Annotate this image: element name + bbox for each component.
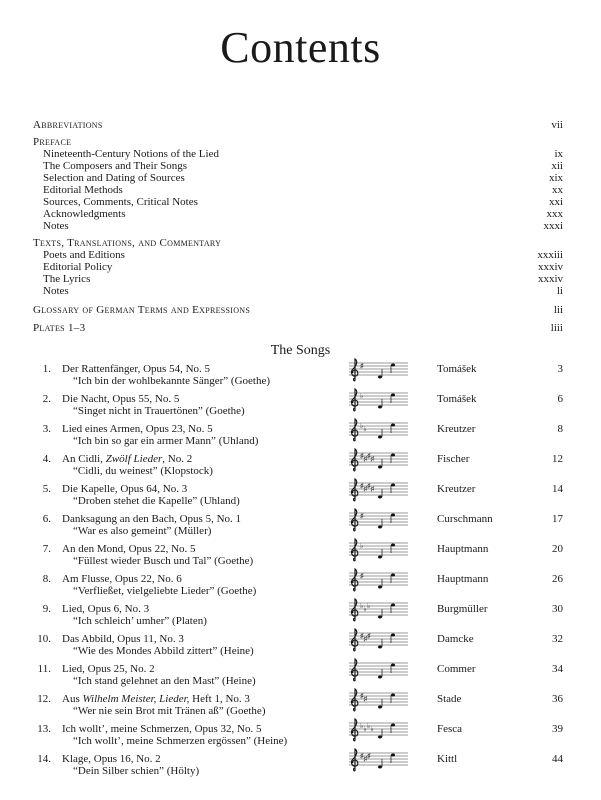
song-subtitle: “Verfließet, vielgeliebte Lieder” (Goethe) bbox=[73, 585, 257, 597]
toc-section-heading[interactable] bbox=[33, 237, 563, 249]
song-page: 17 bbox=[552, 513, 563, 525]
svg-text:♭: ♭ bbox=[363, 425, 367, 433]
song-title: An den Mond, Opus 22, No. 5 bbox=[62, 543, 196, 555]
song-incipit bbox=[348, 387, 410, 416]
music-incipit-icon bbox=[348, 417, 410, 443]
toc-section bbox=[33, 304, 563, 316]
toc-section-heading[interactable] bbox=[33, 304, 563, 316]
music-incipit-icon bbox=[348, 657, 410, 683]
toc-entry-label: Glossary of German Terms and Expressions bbox=[33, 304, 251, 316]
song-page: 26 bbox=[552, 573, 563, 585]
song-page: 14 bbox=[552, 483, 563, 495]
toc-section-heading[interactable] bbox=[33, 119, 563, 131]
song-incipit bbox=[348, 477, 410, 506]
toc-section bbox=[33, 136, 563, 232]
song-number: 9. bbox=[42, 603, 51, 615]
svg-text:♭: ♭ bbox=[363, 605, 367, 613]
song-page: 12 bbox=[552, 453, 563, 465]
song-subtitle: “Cidli, du weinest” (Klopstock) bbox=[73, 465, 213, 477]
song-page: 6 bbox=[557, 393, 563, 405]
song-title: Lied, Opus 6, No. 3 bbox=[62, 603, 150, 615]
song-entry[interactable] bbox=[0, 513, 601, 543]
toc-entry-page: xxxi bbox=[543, 220, 563, 232]
song-title: Das Abbild, Opus 11, No. 3 bbox=[62, 633, 184, 645]
song-entry[interactable] bbox=[0, 423, 601, 453]
song-number: 10. bbox=[37, 633, 51, 645]
song-page: 30 bbox=[552, 603, 563, 615]
page-title: Contents bbox=[220, 23, 381, 72]
song-title: Lied, Opus 25, No. 2 bbox=[62, 663, 155, 675]
song-subtitle: “Ich bin so gar ein armer Mann” (Uhland) bbox=[73, 435, 259, 447]
song-title-italic: Wilhelm Meister, Lieder, bbox=[82, 693, 190, 705]
song-composer: Fischer bbox=[437, 453, 470, 465]
svg-text:♯: ♯ bbox=[363, 455, 367, 463]
music-incipit-icon bbox=[348, 567, 410, 593]
song-page: 8 bbox=[557, 423, 563, 435]
music-incipit-icon bbox=[348, 627, 410, 653]
toc-entry-label: Editorial Methods bbox=[43, 184, 123, 196]
song-composer: Tomášek bbox=[437, 363, 477, 375]
song-page: 44 bbox=[552, 753, 563, 765]
music-incipit-icon bbox=[348, 507, 410, 533]
toc-entry-label: Nineteenth-Century Notions of the Lied bbox=[43, 148, 219, 160]
song-subtitle: “Ich schleich’ umher” (Platen) bbox=[73, 615, 207, 627]
song-number: 8. bbox=[42, 573, 51, 585]
song-title: Die Kapelle, Opus 64, No. 3 bbox=[62, 483, 188, 495]
song-number: 5. bbox=[42, 483, 51, 495]
song-incipit bbox=[348, 417, 410, 446]
svg-text:♯: ♯ bbox=[360, 752, 364, 760]
song-subtitle: “Ich wollt’, meine Schmerzen ergössen” (Heine) bbox=[73, 735, 288, 747]
song-title: Der Rattenfänger, Opus 54, No. 5 bbox=[62, 363, 211, 375]
toc-entry-page: xxxiv bbox=[537, 261, 563, 273]
song-page: 34 bbox=[552, 663, 563, 675]
svg-text:♯: ♯ bbox=[360, 482, 364, 490]
song-title: An Cidli, Zwölf Lieder, No. 2 bbox=[62, 453, 193, 465]
song-number: 14. bbox=[37, 753, 51, 765]
song-subtitle: “Ich bin der wohlbekannte Sänger” (Goethe) bbox=[73, 375, 271, 387]
toc-entry-label: Texts, Translations, and Commentary bbox=[33, 237, 222, 249]
toc-entry-page: xxx bbox=[546, 208, 563, 220]
toc-entry-label: Poets and Editions bbox=[43, 249, 125, 261]
song-incipit bbox=[348, 717, 410, 746]
toc-entry-label: Plates 1–3 bbox=[33, 322, 86, 334]
svg-text:♭: ♭ bbox=[367, 602, 371, 610]
svg-text:♭: ♭ bbox=[360, 722, 364, 730]
toc-entry-page: xx bbox=[552, 184, 563, 196]
svg-text:♯: ♯ bbox=[363, 755, 367, 763]
toc-entry-label: Preface bbox=[33, 136, 72, 148]
svg-text:♭: ♭ bbox=[360, 392, 364, 400]
svg-text:♭: ♭ bbox=[360, 422, 364, 430]
song-entry[interactable] bbox=[0, 453, 601, 483]
toc-entry[interactable] bbox=[33, 273, 563, 285]
song-subtitle: “Droben stehet die Kapelle” (Uhland) bbox=[73, 495, 240, 507]
toc-entry-label: Sources, Comments, Critical Notes bbox=[43, 196, 198, 208]
song-number: 4. bbox=[42, 453, 51, 465]
toc-section-heading[interactable] bbox=[33, 136, 563, 148]
song-subtitle: “Singet nicht in Trauertönen” (Goethe) bbox=[73, 405, 245, 417]
song-entry[interactable] bbox=[0, 363, 601, 393]
svg-text:♭: ♭ bbox=[360, 602, 364, 610]
toc-entry[interactable] bbox=[33, 196, 563, 208]
song-number: 7. bbox=[42, 543, 51, 555]
song-composer: Damcke bbox=[437, 633, 474, 645]
svg-text:♯: ♯ bbox=[367, 482, 371, 490]
toc-entry-page: lii bbox=[553, 304, 563, 316]
song-number: 12. bbox=[37, 693, 51, 705]
song-page: 3 bbox=[557, 363, 563, 375]
song-composer: Kittl bbox=[437, 753, 458, 765]
svg-text:♯: ♯ bbox=[370, 485, 374, 493]
song-number: 11. bbox=[37, 663, 51, 675]
toc-entry-page: liii bbox=[550, 322, 563, 334]
svg-text:♯: ♯ bbox=[360, 512, 364, 520]
svg-text:♯: ♯ bbox=[367, 752, 371, 760]
music-incipit-icon bbox=[348, 747, 410, 773]
song-subtitle: “Ich stand gelehnet an den Mast” (Heine) bbox=[73, 675, 256, 687]
song-entry[interactable] bbox=[0, 633, 601, 663]
toc-entry[interactable] bbox=[33, 172, 563, 184]
song-composer: Hauptmann bbox=[437, 543, 489, 555]
song-composer: Curschmann bbox=[437, 513, 493, 525]
song-composer: Commer bbox=[437, 663, 476, 675]
svg-text:♯: ♯ bbox=[370, 455, 374, 463]
song-entry[interactable] bbox=[0, 753, 601, 783]
toc-entry[interactable] bbox=[33, 148, 563, 160]
svg-text:♭: ♭ bbox=[360, 542, 364, 550]
song-title: Aus Wilhelm Meister, Lieder, Heft 1, No. 3 bbox=[62, 693, 250, 705]
toc-entry-page: li bbox=[556, 285, 563, 297]
song-number: 2. bbox=[42, 393, 51, 405]
song-entry[interactable] bbox=[0, 543, 601, 573]
song-subtitle: “War es also gemeint” (Müller) bbox=[73, 525, 212, 537]
toc-entry[interactable] bbox=[33, 220, 563, 232]
toc-entry-page: vii bbox=[551, 119, 563, 131]
song-incipit bbox=[348, 747, 410, 776]
song-incipit bbox=[348, 537, 410, 566]
song-composer: Burgmüller bbox=[437, 603, 488, 615]
song-composer: Tomášek bbox=[437, 393, 477, 405]
svg-text:♯: ♯ bbox=[360, 362, 364, 370]
svg-text:♯: ♯ bbox=[360, 632, 364, 640]
svg-text:♯: ♯ bbox=[367, 452, 371, 460]
song-subtitle: “Dein Silber schien” (Hölty) bbox=[73, 765, 200, 777]
toc-entry[interactable] bbox=[33, 184, 563, 196]
music-incipit-icon bbox=[348, 357, 410, 383]
song-page: 20 bbox=[552, 543, 563, 555]
svg-text:♯: ♯ bbox=[360, 452, 364, 460]
song-title: Die Nacht, Opus 55, No. 5 bbox=[62, 393, 180, 405]
song-subtitle: “Wie des Mondes Abbild zittert” (Heine) bbox=[73, 645, 254, 657]
song-entry[interactable] bbox=[0, 393, 601, 423]
song-entry[interactable] bbox=[0, 573, 601, 603]
music-incipit-icon bbox=[348, 537, 410, 563]
music-incipit-icon bbox=[348, 477, 410, 503]
song-page: 39 bbox=[552, 723, 563, 735]
song-title: Lied eines Armen, Opus 23, No. 5 bbox=[62, 423, 213, 435]
toc-entry-label: Selection and Dating of Sources bbox=[43, 172, 185, 184]
music-incipit-icon bbox=[348, 597, 410, 623]
song-number: 3. bbox=[42, 423, 51, 435]
song-subtitle: “Wer nie sein Brot mit Tränen aß” (Goethe) bbox=[73, 705, 266, 717]
song-title: Danksagung an den Bach, Opus 5, No. 1 bbox=[62, 513, 242, 525]
toc-entry-label: Notes bbox=[43, 285, 69, 297]
toc-entry-page: xii bbox=[551, 160, 563, 172]
song-composer: Stade bbox=[437, 693, 462, 705]
toc-entry[interactable] bbox=[33, 160, 563, 172]
song-composer: Hauptmann bbox=[437, 573, 489, 585]
toc-entry-page: ix bbox=[554, 148, 563, 160]
toc-entry-page: xix bbox=[548, 172, 563, 184]
toc-entry[interactable] bbox=[33, 249, 563, 261]
svg-text:♯: ♯ bbox=[363, 485, 367, 493]
song-title-italic: Zwölf Lieder bbox=[105, 453, 163, 465]
toc-entry[interactable] bbox=[33, 208, 563, 220]
song-title: Am Flusse, Opus 22, No. 6 bbox=[62, 573, 182, 585]
toc-entry-page: xxi bbox=[548, 196, 563, 208]
music-incipit-icon bbox=[348, 447, 410, 473]
toc-entry[interactable] bbox=[33, 285, 563, 297]
song-title: Ich wollt’, meine Schmerzen, Opus 32, No. 5 bbox=[62, 723, 262, 735]
songs-heading: The Songs bbox=[270, 343, 331, 358]
toc-entry-label: Editorial Policy bbox=[43, 261, 113, 273]
toc-entry-page: xxxiv bbox=[537, 273, 563, 285]
toc-entry-label: Acknowledgments bbox=[43, 208, 126, 220]
song-page: 32 bbox=[552, 633, 563, 645]
toc-entry-label: The Composers and Their Songs bbox=[43, 160, 188, 172]
svg-text:♭: ♭ bbox=[370, 725, 374, 733]
toc-entry-label: The Lyrics bbox=[43, 273, 91, 285]
song-incipit bbox=[348, 357, 410, 386]
song-composer: Kreutzer bbox=[437, 483, 476, 495]
toc-section-heading[interactable] bbox=[33, 322, 563, 334]
toc-entry-page: xxxiii bbox=[537, 249, 563, 261]
song-entry[interactable] bbox=[0, 483, 601, 513]
svg-text:♯: ♯ bbox=[363, 695, 367, 703]
svg-text:♭: ♭ bbox=[367, 722, 371, 730]
song-page: 36 bbox=[552, 693, 563, 705]
music-incipit-icon bbox=[348, 387, 410, 413]
svg-text:♭: ♭ bbox=[363, 725, 367, 733]
song-incipit bbox=[348, 687, 410, 716]
svg-text:♯: ♯ bbox=[360, 692, 364, 700]
song-composer: Fesca bbox=[437, 723, 463, 735]
song-incipit bbox=[348, 597, 410, 626]
song-incipit bbox=[348, 447, 410, 476]
song-incipit bbox=[348, 657, 410, 686]
song-title: Klage, Opus 16, No. 2 bbox=[62, 753, 161, 765]
song-number: 13. bbox=[37, 723, 51, 735]
toc-section bbox=[33, 237, 563, 297]
song-number: 1. bbox=[42, 363, 51, 375]
song-entry[interactable] bbox=[0, 663, 601, 693]
toc-entry-label: Abbreviations bbox=[33, 119, 103, 131]
song-subtitle: “Füllest wieder Busch und Tal” (Goethe) bbox=[73, 555, 254, 567]
toc-section bbox=[33, 119, 563, 131]
song-incipit bbox=[348, 507, 410, 536]
song-incipit bbox=[348, 627, 410, 656]
song-entry[interactable] bbox=[0, 603, 601, 633]
svg-text:♯: ♯ bbox=[367, 632, 371, 640]
svg-text:♯: ♯ bbox=[363, 635, 367, 643]
music-incipit-icon bbox=[348, 687, 410, 713]
svg-text:♯: ♯ bbox=[360, 572, 364, 580]
toc-entry-label: Notes bbox=[43, 220, 69, 232]
song-number: 6. bbox=[42, 513, 51, 525]
song-incipit bbox=[348, 567, 410, 596]
toc-entry[interactable] bbox=[33, 261, 563, 273]
song-entry[interactable] bbox=[0, 693, 601, 723]
toc-section bbox=[33, 322, 563, 334]
song-entry[interactable] bbox=[0, 723, 601, 753]
song-composer: Kreutzer bbox=[437, 423, 476, 435]
music-incipit-icon bbox=[348, 717, 410, 743]
